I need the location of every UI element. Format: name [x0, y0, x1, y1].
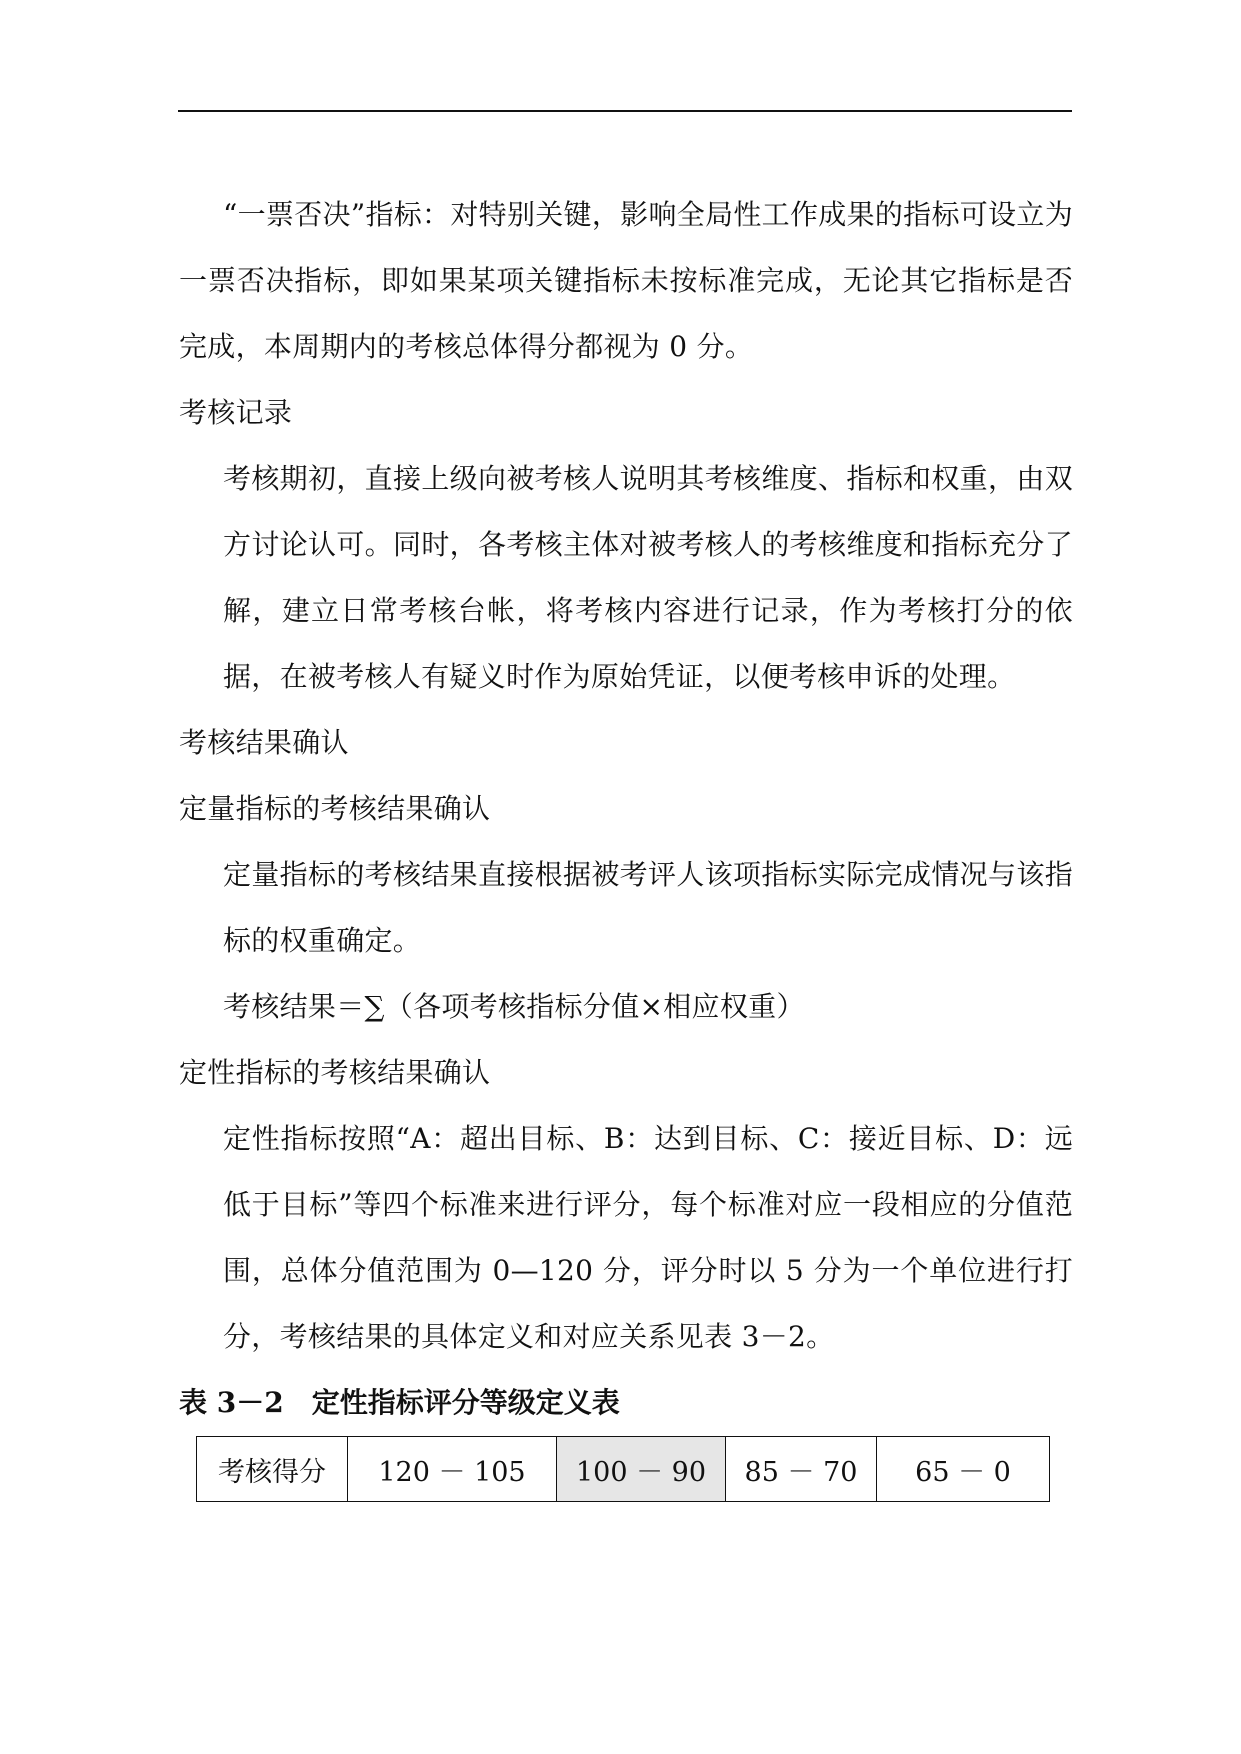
- subheading-quantitative-result: 定量指标的考核结果确认: [179, 792, 491, 825]
- result-formula: 考核结果＝∑（各项考核指标分值×相应权重）: [223, 990, 805, 1023]
- table-caption: 表 3－2 定性指标评分等级定义表: [179, 1386, 620, 1419]
- document-body: [179, 182, 1073, 1502]
- assessment-record-paragraph: 考核期初，直接上级向被考核人说明其考核维度、指标和权重，由双方讨论认可。同时，各考核主体对被考核人的考核维度和指标充分了解，建立日常考核台帐，将考核内容进行记录，作为考核打分的依据，在被考核人有疑义时作为原始凭证，以便考核申诉的处理。: [223, 462, 1073, 693]
- section-heading-assessment-record: 考核记录: [179, 396, 293, 429]
- grade-definition-table: [196, 1436, 1050, 1502]
- section-heading-result-confirmation: 考核结果确认: [179, 726, 349, 759]
- qualitative-result-paragraph: 定性指标按照“A：超出目标、B：达到目标、C：接近目标、D：远低于目标”等四个标准来进行评分，每个标准对应一段相应的分值范围，总体分值范围为 0—120 分，评分时以 5 分为一个单位进行打分，考核结果的具体定义和对应关系见表 3－2。: [223, 1122, 1073, 1353]
- score-range-cell: 65 － 0: [877, 1437, 1050, 1502]
- subheading-qualitative-result: 定性指标的考核结果确认: [179, 1056, 491, 1089]
- table-header-cell: 考核得分: [197, 1437, 348, 1502]
- veto-indicator-paragraph: “一票否决”指标：对特别关键，影响全局性工作成果的指标可设立为一票否决指标，即如果某项关键指标未按标准完成，无论其它指标是否完成，本周期内的考核总体得分都视为 0 分。: [179, 198, 1073, 363]
- quantitative-result-paragraph: 定量指标的考核结果直接根据被考评人该项指标实际完成情况与该指标的权重确定。: [223, 858, 1073, 957]
- score-range-cell: 100 － 90: [557, 1437, 726, 1502]
- header-rule: [178, 110, 1072, 112]
- table-row: [197, 1437, 1050, 1502]
- score-range-cell: 120 － 105: [348, 1437, 557, 1502]
- score-range-cell: 85 － 70: [726, 1437, 877, 1502]
